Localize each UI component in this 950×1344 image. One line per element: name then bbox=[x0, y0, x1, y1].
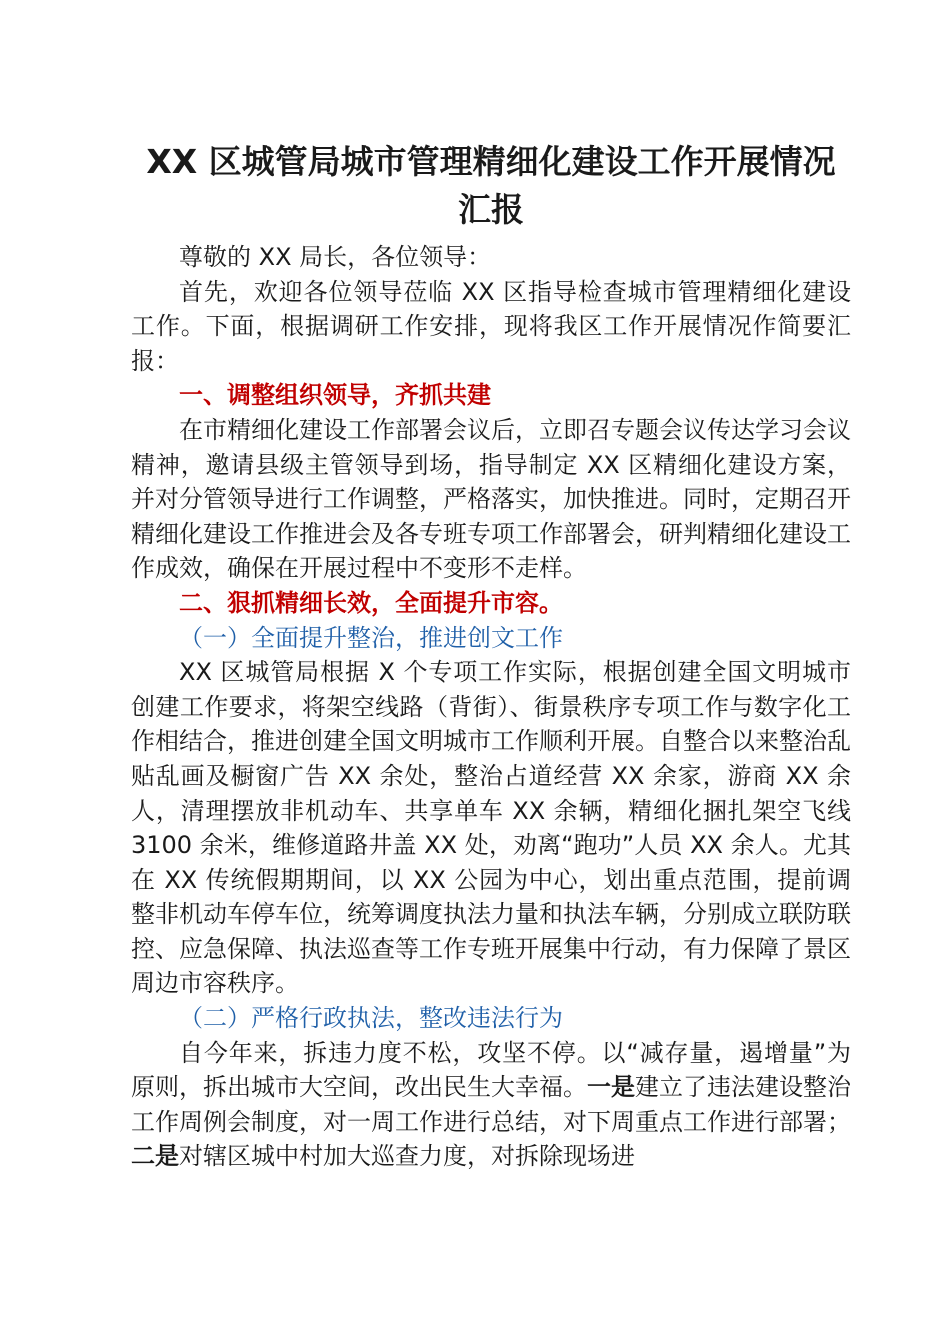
salutation: 尊敬的 XX 局长，各位领导： bbox=[179, 243, 492, 271]
document-body bbox=[131, 138, 851, 1174]
subsection2-text-part3: 对辖区城中村加大巡查力度，对拆除现场进 bbox=[179, 1142, 635, 1171]
intro-paragraph: 首先，欢迎各位领导莅临 XX 区指导检查城市管理精细化建设工作。下面，根据调研工作安排，现将我区工作开展情况作简要汇报： bbox=[131, 277, 851, 375]
section2-heading: 二、狠抓精细长效，全面提升市容。 bbox=[179, 588, 563, 617]
subsection2-bold-first: 一是 bbox=[587, 1073, 635, 1102]
section1-paragraph: 在市精细化建设工作部署会议后，立即召专题会议传达学习会议精神，邀请县级主管领导到场，指导制定 XX 区精细化建设方案，并对分管领导进行工作调整，严格落实，加快推进。同时，定期召开精细化建设工作推进会及各专班专项工作部署会，研判精细化建设工作成效，确保在开展过程中不变形不走样。 bbox=[131, 415, 851, 583]
subsection2-text-part2: 建立了违法建设整治工作周例会制度，对一周工作进行总结，对下周重点工作进行部署； bbox=[131, 1073, 851, 1136]
document-title: XX 区城管局城市管理精细化建设工作开展情况汇报 bbox=[146, 142, 836, 229]
subsection2-text-part1: 自今年来，拆违力度不松，攻坚不停。以“减存量，遏增量”为原则，拆出城市大空间，改出民生大幸福。 bbox=[131, 1038, 851, 1102]
subsection2-paragraph bbox=[131, 1036, 851, 1174]
section1-heading: 一、调整组织领导，齐抓共建 bbox=[179, 381, 491, 410]
subsection1-heading: （一）全面提升整治，推进创文工作 bbox=[179, 623, 563, 652]
subsection2-bold-second: 二是 bbox=[131, 1142, 179, 1171]
subsection1-paragraph: XX 区城管局根据 X 个专项工作实际，根据创建全国文明城市创建工作要求，将架空线路（背街）、街景秩序专项工作与数字化工作相结合，推进创建全国文明城市工作顺利开展。自整合以来整治乱贴乱画及橱窗广告 XX 余处，整治占道经营 XX 余家，游商 XX 余人，清理摆放非机动车、共享单车 XX 余辆，精细化捆扎架空飞线 3100 余米，维修道路井盖 XX 处，劝离“跑功”人员 XX 余人。尤其在 XX 传统假期期间，以 XX 公园为中心，划出重点范围，提前调整非机动车停车位，统筹调度执法力量和执法车辆，分别成立联防联控、应急保障、执法巡查等工作专班开展集中行动，有力保障了景区周边市容秩序。 bbox=[131, 658, 851, 998]
subsection2-heading: （二）严格行政执法，整改违法行为 bbox=[179, 1004, 563, 1033]
